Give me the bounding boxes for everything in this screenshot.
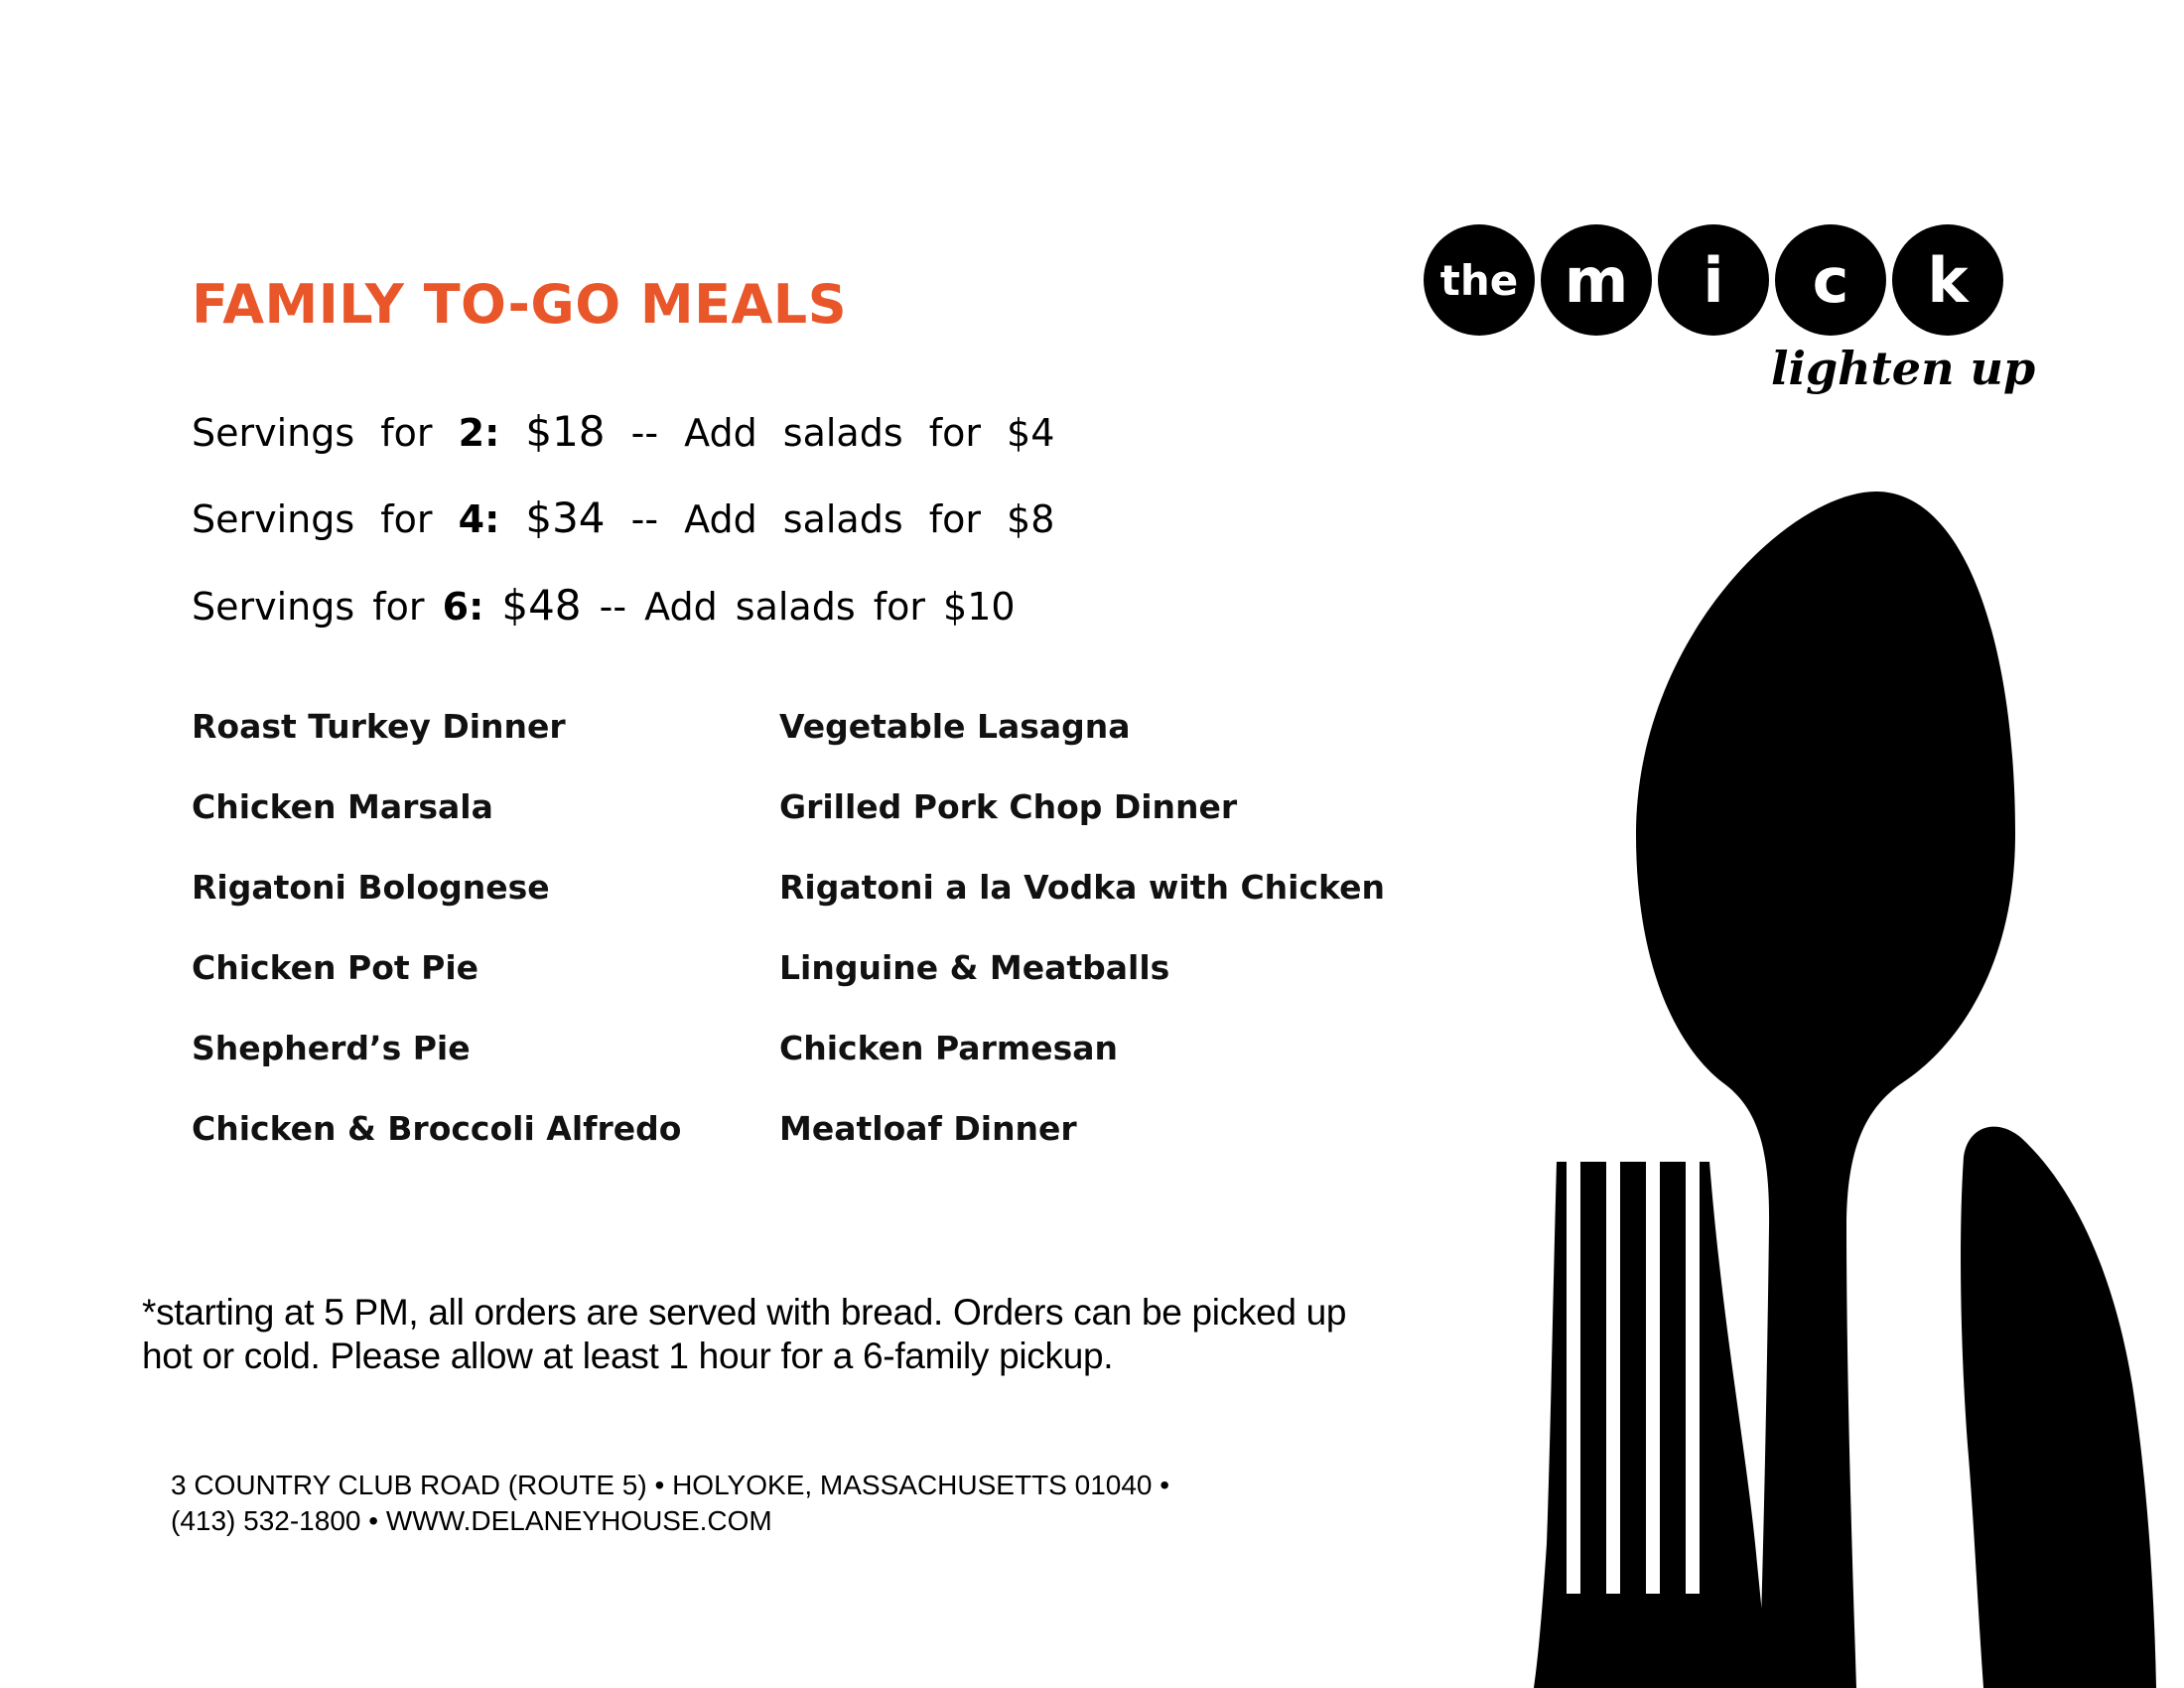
order-note <box>142 1291 1433 1378</box>
menu-item: Roast Turkey Dinner <box>192 707 566 746</box>
pricing-prefix: Servings for <box>192 411 433 455</box>
cutlery-illustration <box>1519 492 2184 1688</box>
spoon-icon <box>1636 492 2015 1688</box>
knife-icon <box>1961 1127 2156 1688</box>
menu-item: Vegetable Lasagna <box>779 707 1131 746</box>
pricing-line-6: Servings for 6: $48 -- Add salads for $10 <box>192 581 1016 630</box>
logo-circle: the <box>1424 224 1535 336</box>
logo-circle: c <box>1775 224 1886 336</box>
pricing-line-2: Servings for 2: $18 -- Add salads for $4 <box>192 407 1055 456</box>
menu-item: Chicken & Broccoli Alfredo <box>192 1109 682 1148</box>
menu-item: Grilled Pork Chop Dinner <box>779 787 1238 826</box>
address-line: 3 COUNTRY CLUB ROAD (ROUTE 5) • HOLYOKE, MASSACHUSETTS 01040 • <box>171 1470 1170 1500</box>
logo-tagline: lighten up <box>1771 342 2036 395</box>
pricing-addon: -- Add salads for $8 <box>630 497 1055 541</box>
page-title: FAMILY TO-GO MEALS <box>192 273 848 336</box>
logo-circle: k <box>1892 224 2003 336</box>
menu-item: Rigatoni a la Vodka with Chicken <box>779 868 1385 907</box>
menu-item: Chicken Pot Pie <box>192 948 479 987</box>
pricing-prefix: Servings for <box>192 497 433 541</box>
pricing-count: 2 <box>458 411 485 455</box>
pricing-addon: -- Add salads for $10 <box>599 585 1016 629</box>
menu-item: Chicken Marsala <box>192 787 493 826</box>
pricing-price: $18 <box>525 407 606 456</box>
contact-line: (413) 532-1800 • WWW.DELANEYHOUSE.COM <box>171 1505 772 1536</box>
pricing-price: $34 <box>525 493 606 542</box>
pricing-count: 6 <box>442 585 470 629</box>
pricing-prefix: Servings for <box>192 585 425 629</box>
logo-circle: i <box>1658 224 1769 336</box>
pricing-count: 4 <box>458 497 485 541</box>
pricing-addon: -- Add salads for $4 <box>630 411 1055 455</box>
logo-circle: m <box>1541 224 1652 336</box>
order-note-line: hot or cold. Please allow at least 1 hour for a 6-family pickup. <box>142 1336 1114 1376</box>
pricing-price: $48 <box>501 581 582 630</box>
menu-item: Meatloaf Dinner <box>779 1109 1077 1148</box>
menu-item: Rigatoni Bolognese <box>192 868 550 907</box>
menu-item: Chicken Parmesan <box>779 1029 1119 1067</box>
order-note-line: *starting at 5 PM, all orders are served with bread. Orders can be picked up <box>142 1292 1347 1333</box>
fork-icon <box>1534 1162 1769 1688</box>
address-block <box>171 1468 1169 1539</box>
restaurant-logo <box>1424 224 2036 423</box>
menu-item: Linguine & Meatballs <box>779 948 1170 987</box>
menu-item: Shepherd’s Pie <box>192 1029 471 1067</box>
pricing-line-4: Servings for 4: $34 -- Add salads for $8 <box>192 493 1055 542</box>
